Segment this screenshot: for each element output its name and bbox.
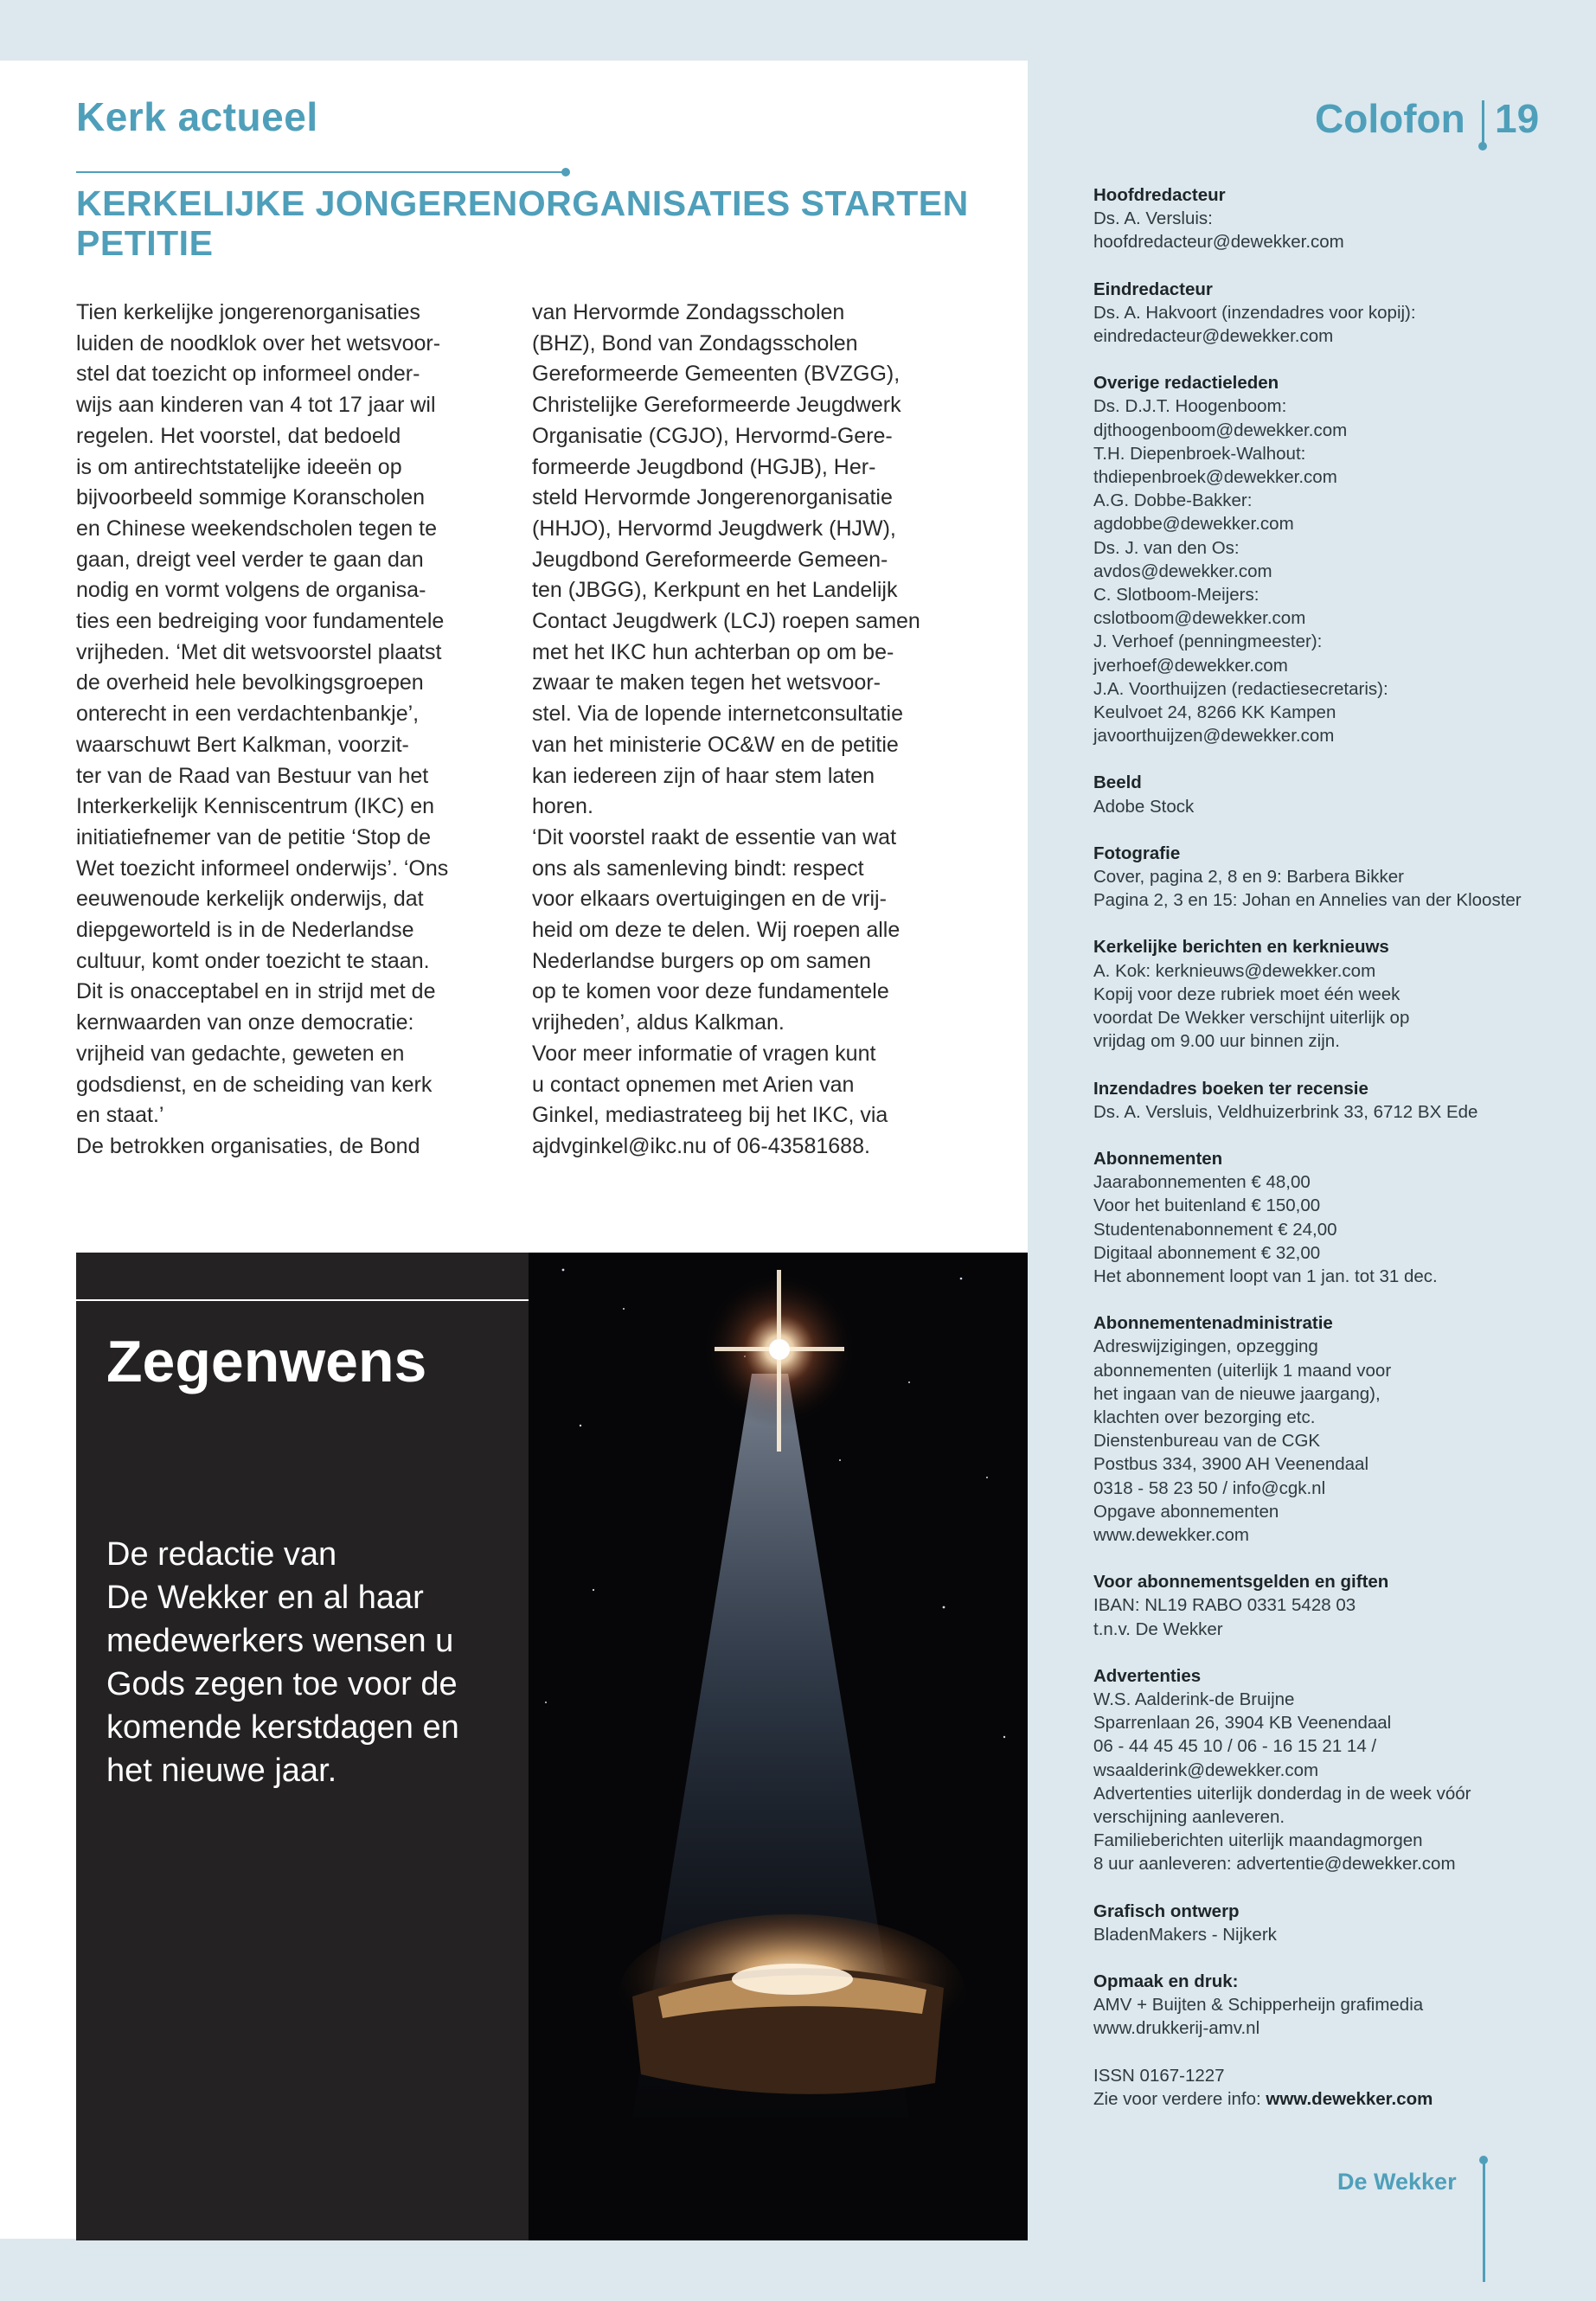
- colofon-line: javoorthuijzen@dewekker.com: [1093, 726, 1335, 747]
- colofon-label: Abonnementen: [1093, 1148, 1223, 1169]
- colofon-label: Eindredacteur: [1093, 279, 1213, 299]
- colofon-block: [1093, 183, 1578, 254]
- colofon-line: Familieberichten uiterlijk maandagmorgen: [1093, 1830, 1423, 1851]
- more-info-prefix: Zie voor verdere info:: [1093, 2088, 1261, 2109]
- article-line: (HHJO), Hervormd Jeugdwerk (HJW),: [532, 516, 896, 541]
- article-line: onterecht in een verdachtenbankje’,: [76, 702, 420, 727]
- colofon-line: A. Kok: kerknieuws@dewekker.com: [1093, 960, 1376, 981]
- greeting-line: De redactie van: [106, 1536, 337, 1573]
- colofon-line: Adreswijzigingen, opzegging: [1093, 1336, 1318, 1357]
- article-headline: KERKELIJKE JONGERENORGANISATIES STARTEN PETITIE: [76, 183, 969, 263]
- colofon-line: klachten over bezorging etc.: [1093, 1407, 1316, 1427]
- colofon-line: www.dewekker.com: [1093, 1524, 1250, 1545]
- article-line: met het IKC hun achterban op om be-: [532, 639, 894, 664]
- colofon-line: Jaarabonnementen € 48,00: [1093, 1172, 1311, 1193]
- article-line: ajdvginkel@ikc.nu of 06-43581688.: [532, 1133, 870, 1158]
- colofon-label: Beeld: [1093, 772, 1142, 793]
- article-line: is om antirechtstatelijke ideeën op: [76, 454, 402, 479]
- colofon-line: Ds. J. van den Os:: [1093, 537, 1240, 558]
- colofon-line: voordat De Wekker verschijnt uiterlijk op: [1093, 1008, 1410, 1029]
- colofon-line: Opgave abonnementen: [1093, 1501, 1279, 1522]
- article-line: vrijheden. ‘Met dit wetsvoorstel plaatst: [76, 639, 442, 664]
- article-line: ons als samenleving bindt: respect: [532, 856, 864, 881]
- colofon-line: djthoogenboom@dewekker.com: [1093, 420, 1348, 440]
- colofon-line: A.G. Dobbe-Bakker:: [1093, 490, 1253, 511]
- article-line: regelen. Het voorstel, dat bedoeld: [76, 423, 401, 448]
- article-line: stel. Via de lopende internetconsultatie: [532, 702, 904, 727]
- colofon-title: Colofon: [1315, 96, 1465, 141]
- colofon-line: Ds. D.J.T. Hoogenboom:: [1093, 396, 1287, 417]
- article-line: van het ministerie OC&W en de petitie: [532, 732, 899, 757]
- colofon-label: Hoofdredacteur: [1093, 185, 1226, 205]
- section-label: Kerk actueel: [76, 94, 318, 139]
- colofon-line: W.S. Aalderink-de Bruijne: [1093, 1689, 1295, 1709]
- article-line: vrijheden’, aldus Kalkman.: [532, 1010, 785, 1035]
- article-line: horen.: [532, 794, 593, 819]
- colofon-line: verschijning aanleveren.: [1093, 1806, 1285, 1827]
- article-line: zwaar te maken tegen het wetsvoor-: [532, 670, 881, 695]
- colofon-label: Opmaak en druk:: [1093, 1971, 1239, 1991]
- nativity-star-image: [529, 1253, 1028, 2240]
- colofon-line: Studentenabonnement € 24,00: [1093, 1219, 1337, 1240]
- colofon-line: thdiepenbroek@dewekker.com: [1093, 467, 1337, 488]
- colofon-block: [1093, 842, 1578, 913]
- article-line: ter van de Raad van Bestuur van het: [76, 763, 429, 788]
- colofon-label: Overige redactieleden: [1093, 373, 1279, 394]
- colofon-line: Advertenties uiterlijk donderdag in de week vóór: [1093, 1783, 1471, 1804]
- article-line: voor elkaars overtuigingen en de vrij-: [532, 887, 887, 912]
- colofon-label: Abonnementenadministratie: [1093, 1313, 1333, 1334]
- colofon-block: [1093, 1311, 1578, 1547]
- page-number: 19: [1495, 96, 1540, 141]
- colofon-block: [1093, 1970, 1578, 2041]
- headline-divider: [76, 171, 565, 173]
- article-line: Nederlandse burgers op om samen: [532, 948, 871, 973]
- colofon-line: eindredacteur@dewekker.com: [1093, 326, 1334, 347]
- colofon-line: jverhoef@dewekker.com: [1093, 655, 1288, 676]
- issn-text: ISSN 0167-1227: [1093, 2065, 1225, 2086]
- colofon-line: T.H. Diepenbroek-Walhout:: [1093, 443, 1306, 464]
- colofon-block: [1093, 1077, 1578, 1124]
- article-line: gaan, dreigt veel verder te gaan dan: [76, 547, 424, 572]
- colofon-line: Cover, pagina 2, 8 en 9: Barbera Bikker: [1093, 867, 1404, 888]
- colofon-line: 8 uur aanleveren: advertentie@dewekker.com: [1093, 1854, 1456, 1875]
- article-line: vrijheid van gedachte, geweten en: [76, 1041, 405, 1066]
- article-line: initiatiefnemer van de petitie ‘Stop de: [76, 824, 431, 849]
- colofon-line: vrijdag om 9.00 uur binnen zijn.: [1093, 1031, 1340, 1052]
- colofon-line: cslotboom@dewekker.com: [1093, 608, 1306, 629]
- colofon-label: Advertenties: [1093, 1665, 1202, 1686]
- article-line: luiden de noodklok over het wetsvoor-: [76, 330, 441, 356]
- colofon-line: Adobe Stock: [1093, 796, 1195, 817]
- article-line: wijs aan kinderen van 4 tot 17 jaar wil: [76, 393, 436, 418]
- article-line: Wet toezicht informeel onderwijs’. ‘Ons: [76, 856, 449, 881]
- colofon-block: [1093, 1664, 1578, 1876]
- article-column-right: [532, 298, 965, 1163]
- article-line: ‘Dit voorstel raakt de essentie van wat: [532, 824, 897, 849]
- colofon-line: Ds. A. Hakvoort (inzendadres voor kopij):: [1093, 302, 1416, 323]
- colofon-line: Kopij voor deze rubriek moet één week: [1093, 984, 1401, 1004]
- colofon-block: [1093, 371, 1578, 747]
- colofon-line: Pagina 2, 3 en 15: Johan en Annelies van der Klooster: [1093, 890, 1522, 911]
- article-line: diepgeworteld is in de Nederlandse: [76, 918, 414, 943]
- colofon-label: Voor abonnementsgelden en giften: [1093, 1572, 1389, 1593]
- colofon-block: [1093, 1570, 1578, 1641]
- greeting-text: [106, 1533, 522, 1792]
- article-line: eeuwenoude kerkelijk onderwijs, dat: [76, 887, 424, 912]
- colofon-label: Grafisch ontwerp: [1093, 1900, 1240, 1921]
- colofon-block: [1093, 1147, 1578, 1288]
- colofon-label: Kerkelijke berichten en kerknieuws: [1093, 937, 1389, 958]
- colofon-line: wsaalderink@dewekker.com: [1093, 1759, 1319, 1780]
- colofon-line: AMV + Buijten & Schipperheijn grafimedia: [1093, 1995, 1424, 2016]
- article-line: Christelijke Gereformeerde Jeugdwerk: [532, 393, 901, 418]
- article-line: de overheid hele bevolkingsgroepen: [76, 670, 424, 695]
- colofon-line: IBAN: NL19 RABO 0331 5428 03: [1093, 1595, 1356, 1616]
- article-line: en Chinese weekendscholen tegen te: [76, 516, 437, 541]
- colofon-line: Digitaal abonnement € 32,00: [1093, 1242, 1321, 1263]
- colofon-line: t.n.v. De Wekker: [1093, 1618, 1223, 1639]
- article-line: en staat.’: [76, 1103, 164, 1128]
- article-line: godsdienst, en de scheiding van kerk: [76, 1072, 433, 1097]
- article-line: Organisatie (CGJO), Hervormd-Gere-: [532, 423, 893, 448]
- colofon-line: agdobbe@dewekker.com: [1093, 514, 1294, 535]
- article-line: kan iedereen zijn of haar stem laten: [532, 763, 875, 788]
- article-line: Tien kerkelijke jongerenorganisaties: [76, 300, 420, 324]
- colofon-line: Keulvoet 24, 8266 KK Kampen: [1093, 702, 1336, 723]
- article-line: ties een bedreiging voor fundamentele: [76, 609, 445, 634]
- colofon-line: avdos@dewekker.com: [1093, 561, 1272, 581]
- more-info-line: [1093, 2087, 1578, 2111]
- colofon-label: Fotografie: [1093, 843, 1181, 863]
- colofon-line: Dienstenbureau van de CGK: [1093, 1431, 1321, 1452]
- article-line: Jeugdbond Gereformeerde Gemeen-: [532, 547, 888, 572]
- colofon-line: Voor het buitenland € 150,00: [1093, 1195, 1321, 1216]
- article-line: (BHZ), Bond van Zondagsscholen: [532, 330, 858, 356]
- greeting-line: komende kerstdagen en: [106, 1709, 459, 1746]
- footer-divider: [1483, 2161, 1485, 2282]
- colofon-line: Het abonnement loopt van 1 jan. tot 31 dec.: [1093, 1266, 1438, 1286]
- colofon-line: www.drukkerij-amv.nl: [1093, 2018, 1260, 2039]
- article-column-left: [76, 298, 500, 1163]
- website-link[interactable]: www.dewekker.com: [1266, 2088, 1433, 2109]
- article-line: formeerde Jeugdbond (HGJB), Her-: [532, 454, 876, 479]
- colofon-line: abonnementen (uiterlijk 1 maand voor: [1093, 1360, 1392, 1381]
- colofon-line: Sparrenlaan 26, 3904 KB Veenendaal: [1093, 1713, 1392, 1734]
- greeting-line: het nieuwe jaar.: [106, 1753, 337, 1789]
- colofon-block: [1093, 935, 1578, 1053]
- article-line: Dit is onacceptabel en in strijd met de: [76, 979, 436, 1004]
- colofon-line: C. Slotboom-Meijers:: [1093, 585, 1259, 606]
- article-line: heid om deze te delen. Wij roepen alle: [532, 918, 901, 943]
- colofon-block: [1093, 771, 1578, 817]
- colofon-line: J.A. Voorthuijzen (redactiesecretaris):: [1093, 678, 1388, 699]
- colofon-line: 06 - 44 45 45 10 / 06 - 16 15 21 14 /: [1093, 1736, 1377, 1757]
- article-line: cultuur, komt onder toezicht te staan.: [76, 948, 430, 973]
- article-line: Voor meer informatie of vragen kunt: [532, 1041, 876, 1066]
- greeting-divider: [76, 1299, 566, 1301]
- colofon-line: 0318 - 58 23 50 / info@cgk.nl: [1093, 1477, 1326, 1498]
- colofon-line: hoofdredacteur@dewekker.com: [1093, 232, 1344, 253]
- greeting-line: Gods zegen toe voor de: [106, 1666, 458, 1702]
- footer-brand: De Wekker: [1337, 2169, 1457, 2195]
- greeting-line: medewerkers wensen u: [106, 1623, 454, 1659]
- article-line: ten (JBGG), Kerkpunt en het Landelijk: [532, 578, 898, 603]
- colofon-line: Ds. A. Versluis, Veldhuizerbrink 33, 6712 BX Ede: [1093, 1101, 1478, 1122]
- article-line: Interkerkelijk Kenniscentrum (IKC) en: [76, 794, 435, 819]
- article-line: De betrokken organisaties, de Bond: [76, 1133, 420, 1158]
- colofon-block: [1093, 278, 1578, 349]
- article-line: van Hervormde Zondagsscholen: [532, 300, 845, 324]
- article-line: op te komen voor deze fundamentele: [532, 979, 889, 1004]
- article-line: u contact opnemen met Arien van: [532, 1072, 855, 1097]
- colofon-body: [1093, 183, 1578, 2134]
- colofon-line: BladenMakers - Nijkerk: [1093, 1924, 1277, 1945]
- greeting-title: Zegenwens: [106, 1329, 427, 1394]
- article-line: nodig en vormt volgens de organisa-: [76, 578, 426, 603]
- article-line: Ginkel, mediastrateeg bij het IKC, via: [532, 1103, 888, 1128]
- article-line: waarschuwt Bert Kalkman, voorzit-: [76, 732, 409, 757]
- article-line: kernwaarden van onze democratie:: [76, 1010, 414, 1035]
- article-line: bijvoorbeeld sommige Koranscholen: [76, 485, 426, 510]
- title-separator: [1482, 100, 1484, 144]
- colofon-line: Ds. A. Versluis:: [1093, 208, 1213, 229]
- colofon-block: [1093, 1900, 1578, 1946]
- colofon-line: J. Verhoef (penningmeester):: [1093, 631, 1323, 652]
- greeting-line: De Wekker en al haar: [106, 1580, 424, 1616]
- colofon-line: Postbus 334, 3900 AH Veenendaal: [1093, 1454, 1369, 1475]
- article-line: Gereformeerde Gemeenten (BVZGG),: [532, 362, 901, 387]
- article-line: Contact Jeugdwerk (LCJ) roepen samen: [532, 609, 920, 634]
- article-line: stel dat toezicht op informeel onder-: [76, 362, 420, 387]
- colofon-label: Inzendadres boeken ter recensie: [1093, 1078, 1368, 1099]
- article-line: steld Hervormde Jongerenorganisatie: [532, 485, 893, 510]
- colofon-line: het ingaan van de nieuwe jaargang),: [1093, 1383, 1381, 1404]
